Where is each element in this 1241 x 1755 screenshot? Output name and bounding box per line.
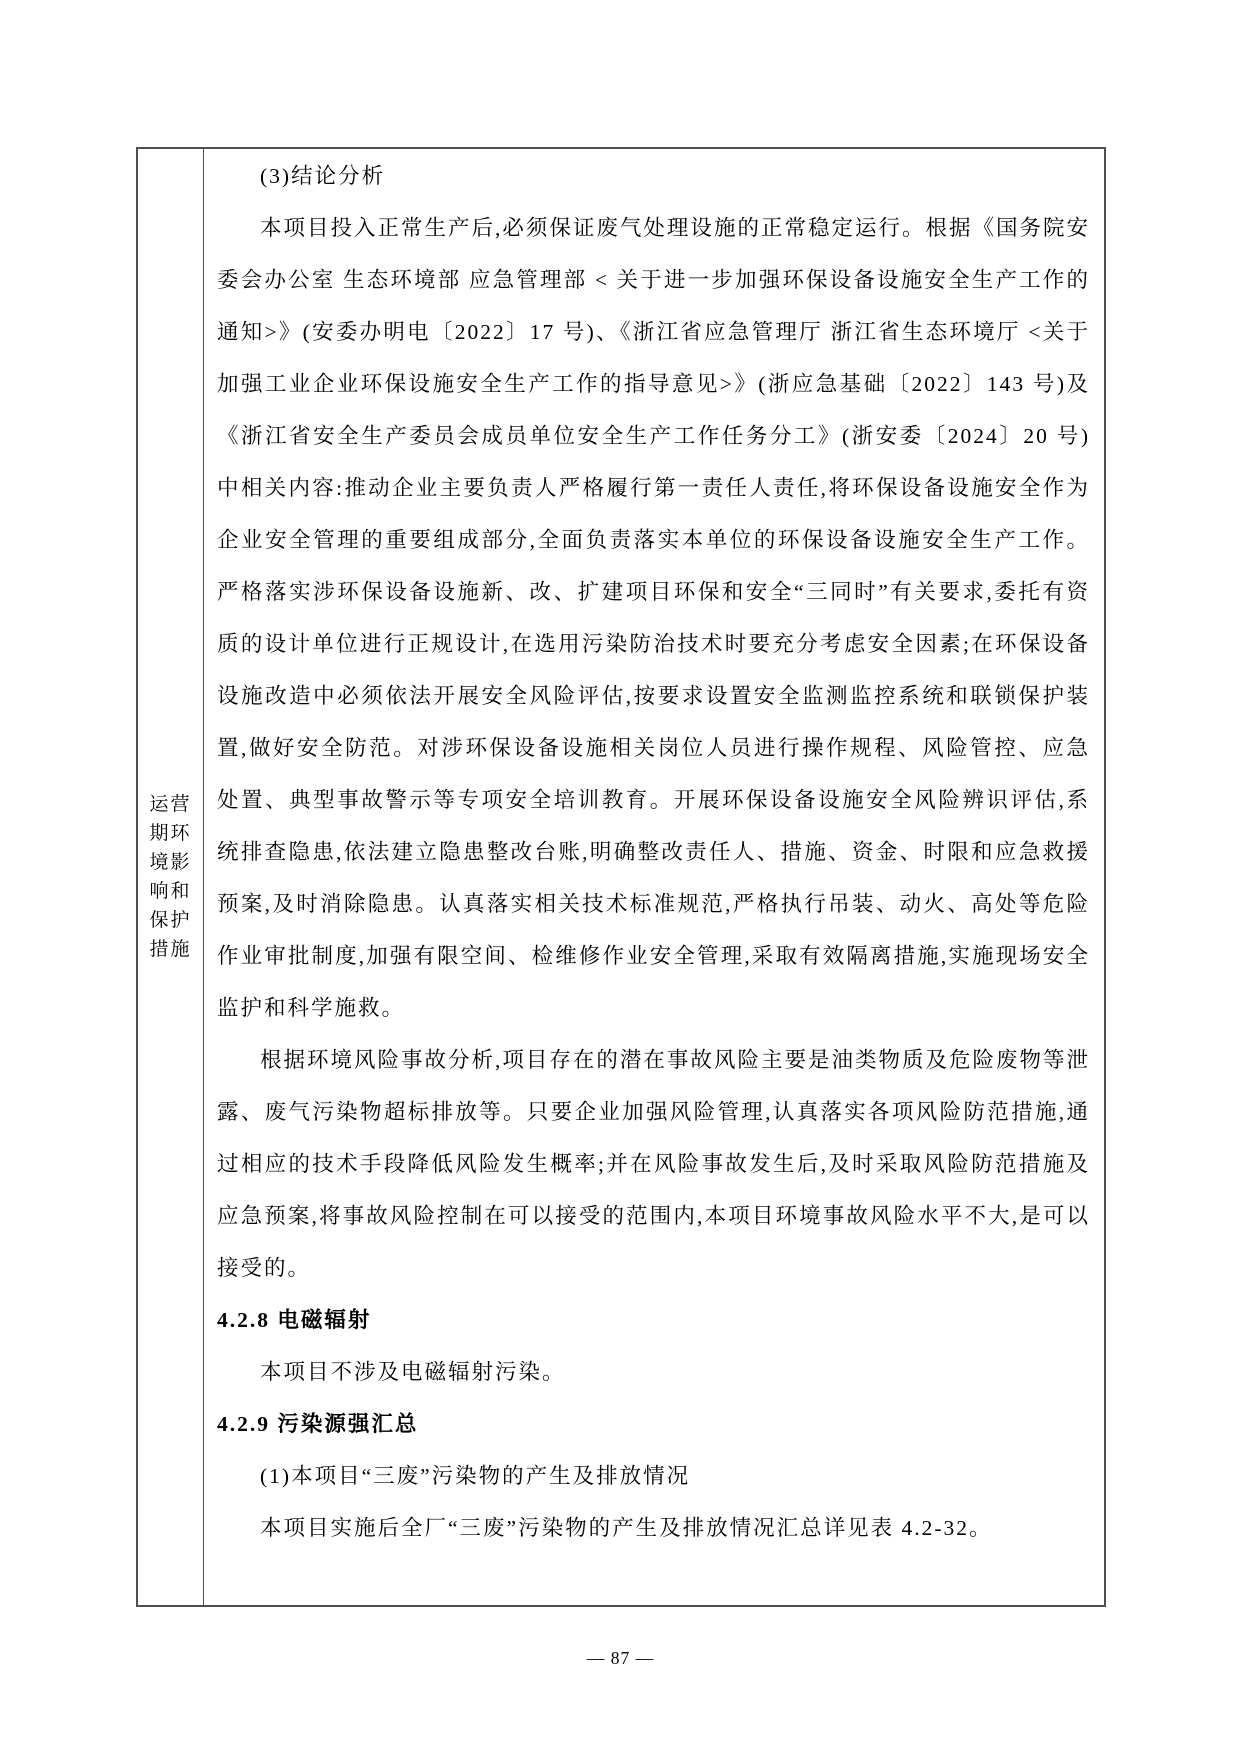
- page-number: — 87 —: [586, 1648, 655, 1668]
- row-label-cell: [138, 149, 204, 1605]
- paragraph-conclusion-1: 本项目投入正常生产后,必须保证废气处理设施的正常稳定运行。根据《国务院安委会办公室 生态环境部 应急管理部 < 关于进一步加强环保设备设施安全生产工作的通知>》(安委办明电〔2022〕17 号)、《浙江省应急管理厅 浙江省生态环境厅 <关于加强工业企业环保设施安全生产工作的指导意见>》(浙应急基础〔2022〕143 号)及《浙江省安全生产委员会成员单位安全生产工作任务分工》(浙安委〔2024〕20 号)中相关内容:推动企业主要负责人严格履行第一责任人责任,将环保设备设施安全作为企业安全管理的重要组成部分,全面负责落实本单位的环保设备设施安全生产工作。严格落实涉环保设备设施新、改、扩建项目环保和安全“三同时”有关要求,委托有资质的设计单位进行正规设计,在选用污染防治技术时要充分考虑安全因素;在环保设备设施改造中必须依法开展安全风险评估,按要求设置安全监测监控系统和联锁保护装置,做好安全防范。对涉环保设备设施相关岗位人员进行操作规程、风险管控、应急处置、典型事故警示等专项安全培训教育。开展环保设备设施安全风险辨识评估,系统排查隐患,依法建立隐患整改台账,明确整改责任人、措施、资金、时限和应急救援预案,及时消除隐患。认真落实相关技术标准规范,严格执行吊装、动火、高处等危险作业审批制度,加强有限空间、检维修作业安全管理,采取有效隔离措施,实施现场安全监护和科学施救。: [217, 216, 1090, 1020]
- paragraph-4-2-9: 本项目实施后全厂“三废”污染物的产生及排放情况汇总详见表 4.2-32。: [260, 1516, 993, 1540]
- section-4-2-9-item-1: (1)本项目“三废”污染物的产生及排放情况: [260, 1464, 691, 1488]
- report-table: [136, 147, 1106, 1607]
- content-cell: [204, 149, 1104, 1605]
- section-heading-4-2-8: 4.2.8 电磁辐射: [217, 1308, 372, 1332]
- paragraph-conclusion-2: 根据环境风险事故分析,项目存在的潜在事故风险主要是油类物质及危险废物等泄露、废气污染物超标排放等。只要企业加强风险管理,认真落实各项风险防范措施,通过相应的技术手段降低风险发生概率;并在风险事故发生后,及时采取风险防范措施及应急预案,将事故风险控制在可以接受的范围内,本项目环境事故风险水平不大,是可以接受的。: [217, 1048, 1090, 1280]
- row-label: 运营期环境影响和保护措施: [149, 794, 192, 960]
- paragraph-4-2-8: 本项目不涉及电磁辐射污染。: [260, 1360, 566, 1384]
- conclusion-subheading: (3)结论分析: [260, 164, 386, 188]
- section-heading-4-2-9: 4.2.9 污染源强汇总: [217, 1412, 419, 1436]
